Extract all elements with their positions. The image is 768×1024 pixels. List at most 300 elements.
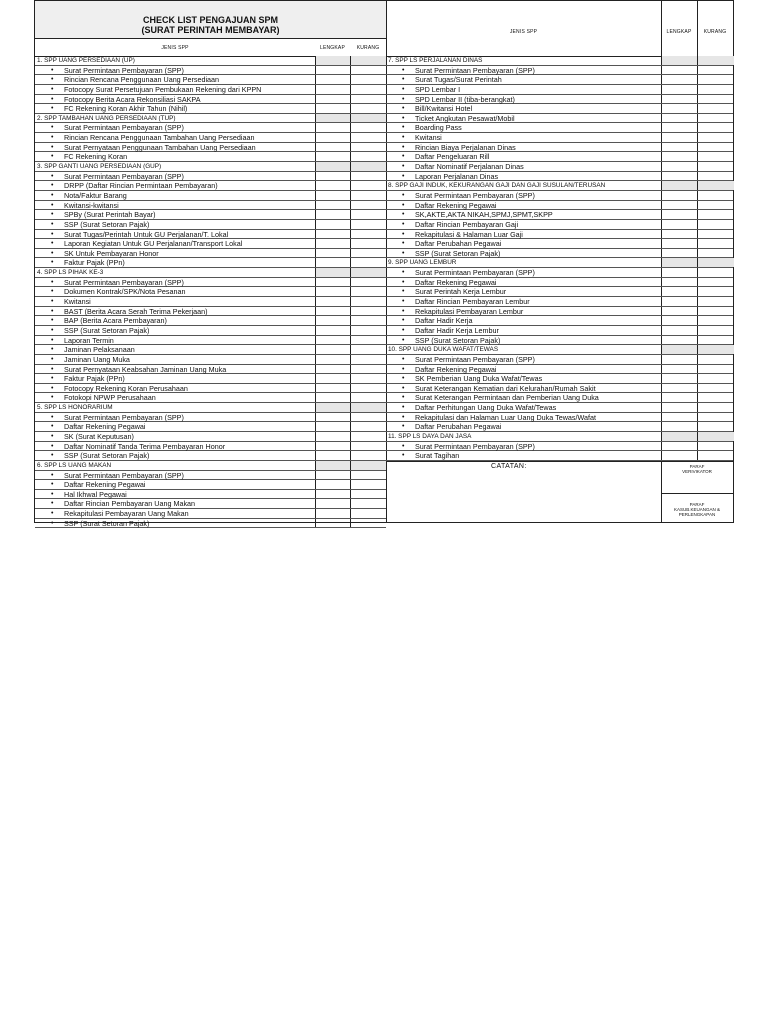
checklist-row bbox=[386, 268, 733, 278]
kurang-checkbox[interactable] bbox=[350, 162, 386, 171]
paraf-kasub bbox=[661, 502, 733, 517]
checklist-row bbox=[35, 422, 386, 432]
kurang-checkbox[interactable] bbox=[697, 162, 734, 171]
lengkap-checkbox[interactable] bbox=[661, 201, 698, 210]
lengkap-checkbox[interactable] bbox=[315, 480, 351, 489]
bullet-icon: • bbox=[402, 114, 405, 122]
kurang-checkbox[interactable] bbox=[697, 85, 734, 94]
kurang-checkbox[interactable] bbox=[697, 326, 734, 335]
kurang-checkbox[interactable] bbox=[697, 56, 734, 65]
checklist-row bbox=[386, 75, 733, 85]
checklist-row bbox=[35, 278, 386, 288]
kurang-checkbox[interactable] bbox=[697, 75, 734, 84]
lengkap-checkbox[interactable] bbox=[315, 471, 351, 480]
kurang-checkbox[interactable] bbox=[697, 316, 734, 325]
kurang-checkbox[interactable] bbox=[697, 307, 734, 316]
lengkap-checkbox[interactable] bbox=[315, 114, 351, 123]
kurang-checkbox[interactable] bbox=[350, 480, 386, 489]
bullet-icon: • bbox=[402, 153, 405, 161]
checklist-row bbox=[35, 220, 386, 230]
bullet-icon: • bbox=[51, 432, 54, 440]
checklist-row bbox=[386, 326, 733, 336]
item-label: Bill/Kwitansi Hotel bbox=[415, 104, 473, 114]
lengkap-checkbox[interactable] bbox=[315, 268, 351, 277]
kurang-checkbox[interactable] bbox=[350, 519, 386, 528]
item-label: Daftar Nominatif Tanda Terima Pembayaran Honor bbox=[64, 441, 226, 451]
kurang-checkbox[interactable] bbox=[350, 133, 386, 142]
item-label: Daftar Perubahan Pegawai bbox=[415, 422, 502, 432]
lengkap-checkbox[interactable] bbox=[315, 239, 351, 248]
item-label: Surat Keterangan Permintaan dan Pemberian Uang Duka bbox=[415, 393, 599, 403]
lengkap-checkbox[interactable] bbox=[661, 374, 698, 383]
checklist-row bbox=[35, 104, 386, 114]
item-label: SSP (Surat Setoran Pajak) bbox=[64, 451, 150, 461]
lengkap-checkbox[interactable] bbox=[661, 66, 698, 75]
kurang-checkbox[interactable] bbox=[697, 133, 734, 142]
checklist-row bbox=[35, 123, 386, 133]
checklist-row bbox=[386, 422, 733, 432]
lengkap-checkbox[interactable] bbox=[661, 336, 698, 345]
lengkap-checkbox[interactable] bbox=[315, 249, 351, 258]
checklist-row bbox=[386, 85, 733, 95]
lengkap-checkbox[interactable] bbox=[315, 85, 351, 94]
lengkap-checkbox[interactable] bbox=[315, 181, 351, 190]
checklist-row bbox=[386, 104, 733, 114]
lengkap-checkbox[interactable] bbox=[661, 316, 698, 325]
bullet-icon: • bbox=[402, 442, 405, 450]
lengkap-checkbox[interactable] bbox=[661, 123, 698, 132]
lengkap-checkbox[interactable] bbox=[315, 201, 351, 210]
kurang-checkbox[interactable] bbox=[350, 249, 386, 258]
kurang-checkbox[interactable] bbox=[350, 471, 386, 480]
section-title: 11. SPP LS DAYA DAN JASA bbox=[388, 432, 472, 440]
kurang-checkbox[interactable] bbox=[697, 210, 734, 219]
lengkap-checkbox[interactable] bbox=[661, 432, 698, 441]
checklist-row bbox=[386, 249, 733, 259]
kurang-checkbox[interactable] bbox=[350, 239, 386, 248]
bullet-icon: • bbox=[51, 375, 54, 383]
lengkap-checkbox[interactable] bbox=[661, 365, 698, 374]
checklist-row bbox=[35, 133, 386, 143]
kurang-checkbox[interactable] bbox=[697, 422, 734, 431]
item-label: Daftar Rincian Pembayaran Uang Makan bbox=[64, 499, 196, 509]
kurang-checkbox[interactable] bbox=[697, 114, 734, 123]
lengkap-checkbox[interactable] bbox=[661, 345, 698, 354]
lengkap-checkbox[interactable] bbox=[661, 114, 698, 123]
title-box bbox=[35, 1, 386, 39]
kurang-checkbox[interactable] bbox=[697, 152, 734, 161]
kurang-checkbox[interactable] bbox=[697, 172, 734, 181]
lengkap-checkbox[interactable] bbox=[315, 95, 351, 104]
bullet-icon: • bbox=[51, 230, 54, 238]
checklist-row bbox=[386, 220, 733, 230]
kurang-checkbox[interactable] bbox=[697, 442, 734, 451]
kurang-checkbox[interactable] bbox=[697, 258, 734, 267]
checklist-row bbox=[35, 95, 386, 105]
checklist-row bbox=[35, 152, 386, 162]
bullet-icon: • bbox=[402, 394, 405, 402]
bullet-icon: • bbox=[402, 288, 405, 296]
lengkap-checkbox[interactable] bbox=[315, 442, 351, 451]
checklist-row bbox=[386, 355, 733, 365]
bullet-icon: • bbox=[402, 85, 405, 93]
lengkap-checkbox[interactable] bbox=[661, 249, 698, 258]
lengkap-checkbox[interactable] bbox=[315, 258, 351, 267]
checklist-row bbox=[386, 210, 733, 220]
checklist-row bbox=[35, 316, 386, 326]
checklist-sheet bbox=[34, 0, 734, 528]
kurang-checkbox[interactable] bbox=[350, 123, 386, 132]
lengkap-checkbox[interactable] bbox=[315, 413, 351, 422]
lengkap-checkbox[interactable] bbox=[661, 384, 698, 393]
bullet-icon: • bbox=[402, 326, 405, 334]
kurang-checkbox[interactable] bbox=[697, 143, 734, 152]
lengkap-checkbox[interactable] bbox=[315, 75, 351, 84]
checklist-row bbox=[35, 75, 386, 85]
kurang-checkbox[interactable] bbox=[350, 326, 386, 335]
lengkap-checkbox[interactable] bbox=[661, 413, 698, 422]
lengkap-checkbox[interactable] bbox=[315, 374, 351, 383]
lengkap-checkbox[interactable] bbox=[661, 56, 698, 65]
bullet-icon: • bbox=[402, 384, 405, 392]
bullet-icon: • bbox=[402, 413, 405, 421]
kurang-checkbox[interactable] bbox=[350, 143, 386, 152]
bullet-icon: • bbox=[51, 500, 54, 508]
title-line-2: (SURAT PERINTAH MEMBAYAR) bbox=[141, 25, 280, 35]
kurang-checkbox[interactable] bbox=[350, 220, 386, 229]
lengkap-checkbox[interactable] bbox=[315, 123, 351, 132]
checklist-row bbox=[35, 345, 386, 355]
kurang-checkbox[interactable] bbox=[697, 191, 734, 200]
lengkap-checkbox[interactable] bbox=[315, 509, 351, 518]
item-label: SSP (Surat Setoran Pajak) bbox=[415, 335, 501, 345]
lengkap-checkbox[interactable] bbox=[315, 336, 351, 345]
kurang-checkbox[interactable] bbox=[697, 413, 734, 422]
lengkap-checkbox[interactable] bbox=[661, 191, 698, 200]
kurang-checkbox[interactable] bbox=[350, 403, 386, 412]
lengkap-checkbox[interactable] bbox=[661, 162, 698, 171]
paraf-kasub-line3: PERLENGKAPAN bbox=[678, 511, 716, 517]
item-label: Jaminan Uang Muka bbox=[64, 354, 130, 364]
lengkap-checkbox[interactable] bbox=[315, 451, 351, 460]
lengkap-checkbox[interactable] bbox=[315, 393, 351, 402]
item-label: Surat Permintaan Pembayaran (SPP) bbox=[415, 354, 535, 364]
kurang-checkbox[interactable] bbox=[350, 499, 386, 508]
kurang-checkbox[interactable] bbox=[350, 56, 386, 65]
kurang-checkbox[interactable] bbox=[697, 345, 734, 354]
checklist-row bbox=[386, 297, 733, 307]
item-label: SPBy (Surat Perintah Bayar) bbox=[64, 210, 156, 220]
lengkap-checkbox[interactable] bbox=[661, 95, 698, 104]
lengkap-checkbox[interactable] bbox=[661, 85, 698, 94]
kurang-checkbox[interactable] bbox=[350, 384, 386, 393]
lengkap-checkbox[interactable] bbox=[315, 499, 351, 508]
kurang-checkbox[interactable] bbox=[697, 95, 734, 104]
lengkap-checkbox[interactable] bbox=[661, 422, 698, 431]
kurang-checkbox[interactable] bbox=[697, 451, 734, 460]
kurang-checkbox[interactable] bbox=[350, 114, 386, 123]
lengkap-checkbox[interactable] bbox=[315, 461, 351, 470]
kurang-checkbox[interactable] bbox=[697, 374, 734, 383]
kurang-checkbox[interactable] bbox=[697, 66, 734, 75]
bullet-icon: • bbox=[51, 76, 54, 84]
lengkap-checkbox[interactable] bbox=[315, 316, 351, 325]
bullet-icon: • bbox=[51, 191, 54, 199]
paraf-separator bbox=[661, 493, 733, 494]
item-label: Surat Permintaan Pembayaran (SPP) bbox=[64, 123, 184, 133]
kurang-checkbox[interactable] bbox=[350, 432, 386, 441]
lengkap-checkbox[interactable] bbox=[661, 297, 698, 306]
bullet-icon: • bbox=[402, 404, 405, 412]
item-label: Kwitansi bbox=[64, 297, 91, 307]
bullet-icon: • bbox=[51, 317, 54, 325]
kurang-checkbox[interactable] bbox=[350, 461, 386, 470]
lengkap-checkbox[interactable] bbox=[315, 287, 351, 296]
lengkap-checkbox[interactable] bbox=[315, 162, 351, 171]
bullet-icon: • bbox=[402, 220, 405, 228]
item-label: SK,AKTE,AKTA NIKAH,SPMJ,SPMT,SKPP bbox=[415, 210, 553, 220]
kurang-checkbox[interactable] bbox=[697, 355, 734, 364]
lengkap-checkbox[interactable] bbox=[661, 143, 698, 152]
bullet-icon: • bbox=[51, 249, 54, 257]
section-row bbox=[35, 268, 386, 278]
kurang-checkbox[interactable] bbox=[697, 104, 734, 113]
checklist-row bbox=[35, 230, 386, 240]
lengkap-checkbox[interactable] bbox=[661, 181, 698, 190]
kurang-checkbox[interactable] bbox=[697, 297, 734, 306]
lengkap-checkbox[interactable] bbox=[661, 230, 698, 239]
bullet-icon: • bbox=[402, 105, 405, 113]
kurang-checkbox[interactable] bbox=[697, 278, 734, 287]
bullet-icon: • bbox=[402, 201, 405, 209]
bullet-icon: • bbox=[402, 124, 405, 132]
lengkap-checkbox[interactable] bbox=[315, 326, 351, 335]
item-label: Surat Permintaan Pembayaran (SPP) bbox=[64, 65, 184, 75]
kurang-checkbox[interactable] bbox=[350, 104, 386, 113]
lengkap-checkbox[interactable] bbox=[315, 133, 351, 142]
paraf-kasub-line2: KASUB.KEUANGAN & bbox=[673, 506, 720, 512]
item-label: FC Rekening Koran bbox=[64, 152, 128, 162]
kurang-checkbox[interactable] bbox=[697, 181, 734, 190]
bullet-icon: • bbox=[51, 307, 54, 315]
checklist-row bbox=[386, 162, 733, 172]
section-row bbox=[35, 56, 386, 66]
kurang-checkbox[interactable] bbox=[350, 268, 386, 277]
checklist-row bbox=[35, 393, 386, 403]
kurang-checkbox[interactable] bbox=[697, 432, 734, 441]
lengkap-checkbox[interactable] bbox=[315, 143, 351, 152]
kurang-checkbox[interactable] bbox=[350, 345, 386, 354]
kurang-checkbox[interactable] bbox=[350, 75, 386, 84]
kurang-checkbox[interactable] bbox=[350, 490, 386, 499]
kurang-checkbox[interactable] bbox=[697, 220, 734, 229]
checklist-row bbox=[386, 413, 733, 423]
lengkap-checkbox[interactable] bbox=[661, 133, 698, 142]
checklist-row bbox=[386, 172, 733, 182]
kurang-checkbox[interactable] bbox=[350, 509, 386, 518]
lengkap-checkbox[interactable] bbox=[315, 152, 351, 161]
lengkap-checkbox[interactable] bbox=[661, 258, 698, 267]
kurang-checkbox[interactable] bbox=[697, 403, 734, 412]
item-label: Daftar Rincian Pembayaran Lembur bbox=[415, 297, 530, 307]
lengkap-checkbox[interactable] bbox=[315, 365, 351, 374]
lengkap-checkbox[interactable] bbox=[661, 268, 698, 277]
lengkap-checkbox[interactable] bbox=[315, 355, 351, 364]
kurang-checkbox[interactable] bbox=[350, 422, 386, 431]
bullet-icon: • bbox=[51, 259, 54, 267]
bullet-icon: • bbox=[51, 481, 54, 489]
lengkap-checkbox[interactable] bbox=[661, 326, 698, 335]
checklist-row bbox=[386, 365, 733, 375]
kurang-checkbox[interactable] bbox=[697, 201, 734, 210]
lengkap-checkbox[interactable] bbox=[315, 432, 351, 441]
lengkap-checkbox[interactable] bbox=[315, 104, 351, 113]
lengkap-checkbox[interactable] bbox=[315, 307, 351, 316]
lengkap-checkbox[interactable] bbox=[661, 104, 698, 113]
kurang-checkbox[interactable] bbox=[350, 336, 386, 345]
bullet-icon: • bbox=[402, 76, 405, 84]
kurang-checkbox[interactable] bbox=[697, 365, 734, 374]
lengkap-checkbox[interactable] bbox=[661, 355, 698, 364]
lengkap-checkbox[interactable] bbox=[315, 66, 351, 75]
kurang-checkbox[interactable] bbox=[350, 365, 386, 374]
section-title: 5. SPP LS HONORARIUM bbox=[37, 404, 113, 412]
lengkap-checkbox[interactable] bbox=[661, 220, 698, 229]
lengkap-checkbox[interactable] bbox=[661, 239, 698, 248]
lengkap-checkbox[interactable] bbox=[315, 56, 351, 65]
kurang-checkbox[interactable] bbox=[350, 307, 386, 316]
kurang-checkbox[interactable] bbox=[350, 442, 386, 451]
item-label: Surat Perintah Kerja Lembur bbox=[415, 287, 507, 297]
lengkap-checkbox[interactable] bbox=[661, 172, 698, 181]
kurang-checkbox[interactable] bbox=[697, 230, 734, 239]
lengkap-checkbox[interactable] bbox=[661, 393, 698, 402]
bullet-icon: • bbox=[51, 240, 54, 248]
checklist-row bbox=[386, 152, 733, 162]
kurang-checkbox[interactable] bbox=[350, 451, 386, 460]
lengkap-checkbox[interactable] bbox=[661, 442, 698, 451]
checklist-row bbox=[35, 172, 386, 182]
lengkap-checkbox[interactable] bbox=[661, 451, 698, 460]
kurang-checkbox[interactable] bbox=[350, 413, 386, 422]
kurang-checkbox[interactable] bbox=[350, 278, 386, 287]
kurang-checkbox[interactable] bbox=[697, 123, 734, 132]
lengkap-checkbox[interactable] bbox=[661, 307, 698, 316]
kurang-checkbox[interactable] bbox=[697, 393, 734, 402]
item-label: Surat Pernyataan Penggunaan Tambahan Uang Persediaan bbox=[64, 142, 256, 152]
item-label: Daftar Rekening Pegawai bbox=[64, 422, 146, 432]
checklist-row bbox=[35, 451, 386, 461]
kurang-checkbox[interactable] bbox=[350, 85, 386, 94]
lengkap-checkbox[interactable] bbox=[661, 152, 698, 161]
item-label: SSP (Surat Setoran Pajak) bbox=[64, 219, 150, 229]
item-label: Daftar Nominatif Perjalanan Dinas bbox=[415, 162, 524, 172]
lengkap-checkbox[interactable] bbox=[661, 210, 698, 219]
lengkap-checkbox[interactable] bbox=[315, 220, 351, 229]
lengkap-checkbox[interactable] bbox=[315, 422, 351, 431]
kurang-checkbox[interactable] bbox=[350, 172, 386, 181]
kurang-checkbox[interactable] bbox=[350, 258, 386, 267]
item-label: SPD Lembar II (tiba-berangkat) bbox=[415, 94, 515, 104]
lengkap-checkbox[interactable] bbox=[661, 403, 698, 412]
checklist-row bbox=[35, 442, 386, 452]
kurang-checkbox[interactable] bbox=[697, 384, 734, 393]
kurang-checkbox[interactable] bbox=[350, 210, 386, 219]
bullet-icon: • bbox=[51, 105, 54, 113]
lengkap-checkbox[interactable] bbox=[315, 172, 351, 181]
lengkap-checkbox[interactable] bbox=[315, 230, 351, 239]
kurang-checkbox[interactable] bbox=[350, 316, 386, 325]
checklist-row bbox=[386, 336, 733, 346]
item-label: Daftar Hadir Kerja Lembur bbox=[415, 325, 499, 335]
kurang-checkbox[interactable] bbox=[697, 336, 734, 345]
kurang-checkbox[interactable] bbox=[350, 201, 386, 210]
left-column bbox=[35, 1, 387, 528]
item-label: Fotocopy Surat Persetujuan Pembukaan Rekening dari KPPN bbox=[64, 84, 262, 94]
kurang-checkbox[interactable] bbox=[697, 239, 734, 248]
kurang-checkbox[interactable] bbox=[350, 297, 386, 306]
lengkap-checkbox[interactable] bbox=[315, 297, 351, 306]
kurang-checkbox[interactable] bbox=[350, 287, 386, 296]
bullet-icon: • bbox=[51, 278, 54, 286]
item-label: Jaminan Pelaksanaan bbox=[64, 345, 135, 355]
checklist-row bbox=[35, 374, 386, 384]
item-label: Kwitansi-kwitansi bbox=[64, 200, 119, 210]
kurang-checkbox[interactable] bbox=[697, 287, 734, 296]
kurang-checkbox[interactable] bbox=[350, 374, 386, 383]
item-label: Daftar Rekening Pegawai bbox=[415, 364, 497, 374]
item-label: Hal Ikhwal Pegawai bbox=[64, 489, 127, 499]
bullet-icon: • bbox=[402, 143, 405, 151]
kurang-checkbox[interactable] bbox=[350, 95, 386, 104]
kurang-checkbox[interactable] bbox=[350, 191, 386, 200]
bullet-icon: • bbox=[51, 172, 54, 180]
lengkap-checkbox[interactable] bbox=[315, 278, 351, 287]
bullet-icon: • bbox=[402, 249, 405, 257]
lengkap-checkbox[interactable] bbox=[315, 490, 351, 499]
checklist-row bbox=[386, 307, 733, 317]
kurang-checkbox[interactable] bbox=[697, 268, 734, 277]
lengkap-checkbox[interactable] bbox=[315, 345, 351, 354]
lengkap-checkbox[interactable] bbox=[315, 403, 351, 412]
kurang-checkbox[interactable] bbox=[350, 355, 386, 364]
checklist-row bbox=[35, 181, 386, 191]
bullet-icon: • bbox=[402, 355, 405, 363]
kurang-checkbox[interactable] bbox=[350, 181, 386, 190]
kurang-checkbox[interactable] bbox=[350, 66, 386, 75]
kurang-checkbox[interactable] bbox=[350, 393, 386, 402]
item-label: Daftar Rekening Pegawai bbox=[64, 480, 146, 490]
header-lengkap-right: LENGKAP bbox=[666, 29, 692, 35]
lengkap-checkbox[interactable] bbox=[315, 210, 351, 219]
item-label: Faktur Pajak (PPn) bbox=[64, 374, 125, 384]
lengkap-checkbox[interactable] bbox=[315, 384, 351, 393]
checklist-row bbox=[386, 384, 733, 394]
item-label: Faktur Pajak (PPn) bbox=[64, 258, 125, 268]
kurang-checkbox[interactable] bbox=[350, 152, 386, 161]
lengkap-checkbox[interactable] bbox=[661, 287, 698, 296]
lengkap-checkbox[interactable] bbox=[315, 191, 351, 200]
lengkap-checkbox[interactable] bbox=[661, 278, 698, 287]
checklist-row bbox=[35, 249, 386, 259]
checklist-row bbox=[35, 66, 386, 76]
lengkap-checkbox[interactable] bbox=[661, 75, 698, 84]
lengkap-checkbox[interactable] bbox=[315, 519, 351, 528]
checklist-row bbox=[35, 365, 386, 375]
checklist-row bbox=[35, 258, 386, 268]
kurang-checkbox[interactable] bbox=[350, 230, 386, 239]
kurang-checkbox[interactable] bbox=[697, 249, 734, 258]
